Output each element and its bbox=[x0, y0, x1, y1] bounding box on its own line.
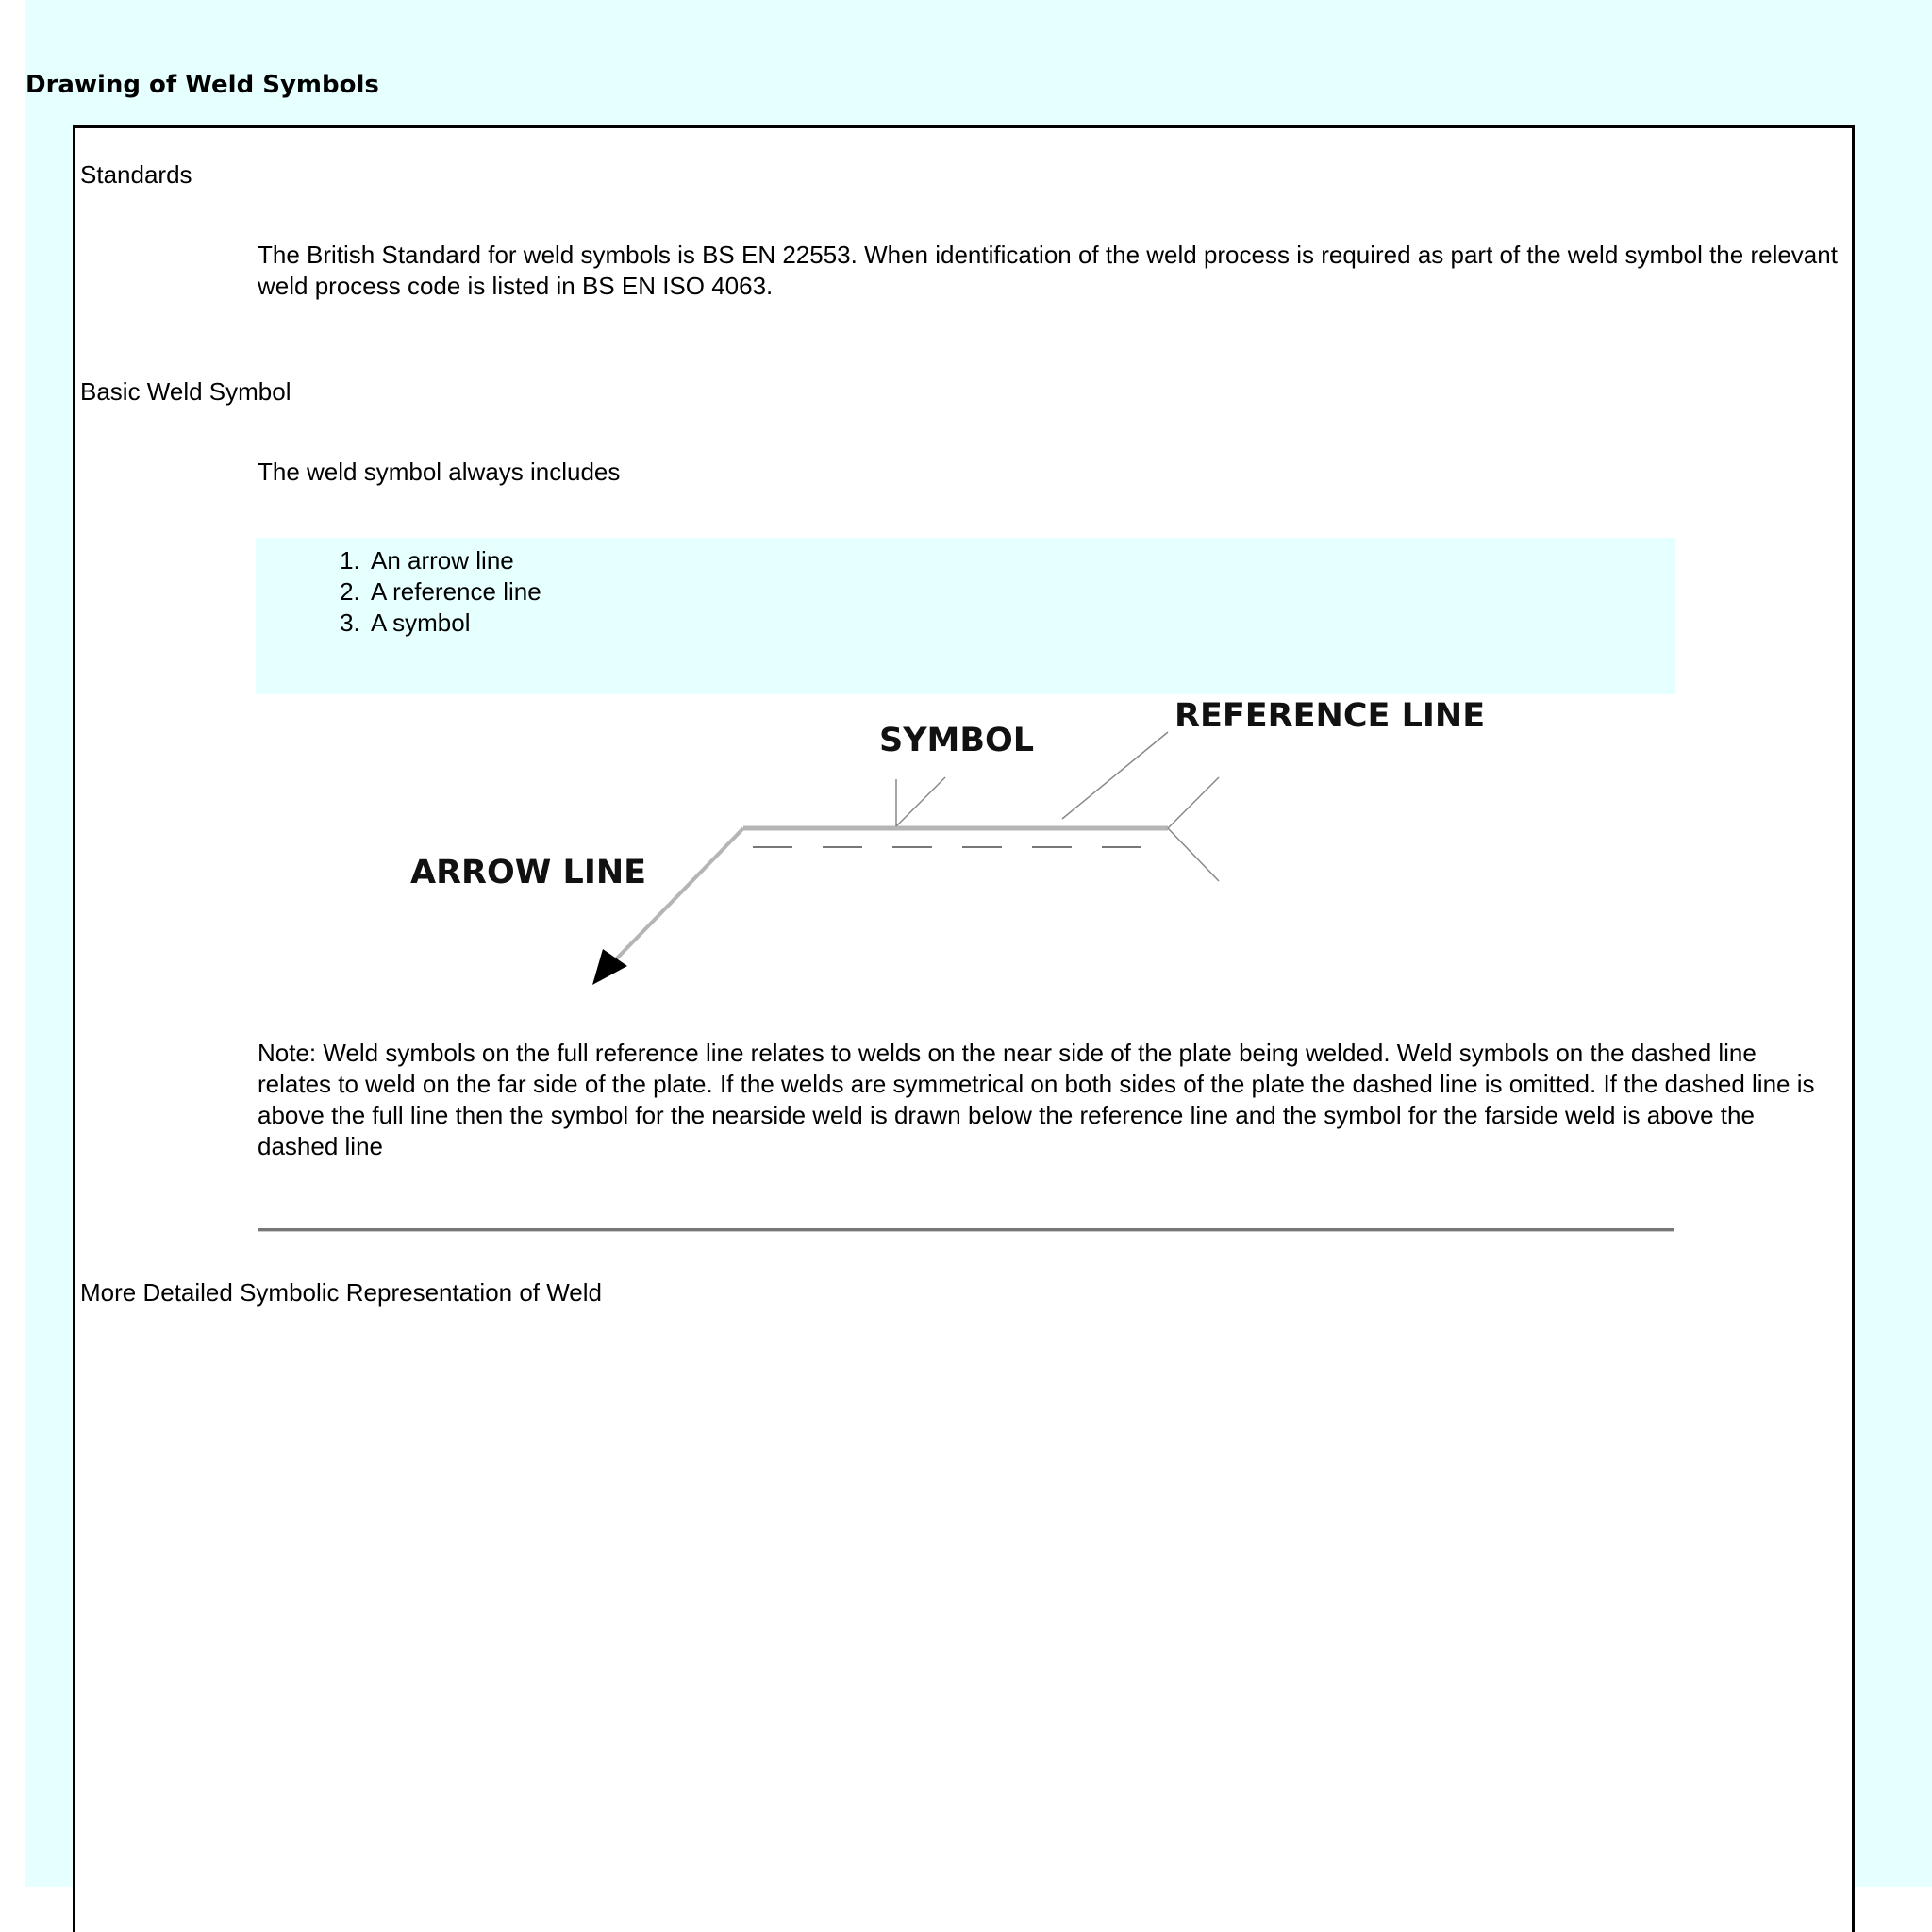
list-item-arrow-line: 1. An arrow line bbox=[367, 545, 1675, 576]
tail-upper-line bbox=[1168, 777, 1219, 828]
components-ordered-list bbox=[256, 545, 1675, 639]
content-panel bbox=[73, 125, 1855, 1932]
weld-symbol-components-list bbox=[256, 538, 1675, 694]
label-symbol: SYMBOL bbox=[879, 722, 1035, 759]
section-heading-basic-weld-symbol: Basic Weld Symbol bbox=[80, 377, 291, 406]
list-item-symbol: 3. A symbol bbox=[367, 608, 1675, 639]
reference-line-leader bbox=[1062, 732, 1168, 819]
weld-symbol-note: Note: Weld symbols on the full reference line relates to welds on the near side of the plate being welded. Weld symbols on the dashed line relates to weld on the far side of the plate. If the welds are symmetrical on both sides of the plate the dashed line is omitted. If the dashed line is above the full line then the symbol for the nearside weld is drawn below the reference line and the symbol for the farside weld is above the dashed line bbox=[258, 1039, 1815, 1160]
symbol-leader-diagonal bbox=[896, 777, 945, 826]
tail-lower-line bbox=[1168, 828, 1219, 881]
basic-weld-symbol-diagram bbox=[396, 689, 1486, 1000]
horizontal-rule bbox=[258, 1228, 1674, 1232]
list-item-reference-line: 2. A reference line bbox=[367, 576, 1675, 608]
section-heading-standards: Standards bbox=[80, 160, 192, 189]
page-title: Drawing of Weld Symbols bbox=[25, 71, 379, 99]
standards-paragraph: The British Standard for weld symbols is BS EN 22553. When identification of the weld process is required as part of the weld symbol the relevant weld process code is listed in BS EN ISO 4063. bbox=[258, 241, 1838, 300]
weld-symbol-intro: The weld symbol always includes bbox=[258, 458, 621, 486]
label-arrow-line: ARROW LINE bbox=[410, 854, 647, 891]
arrow-line bbox=[609, 828, 743, 966]
label-reference-line: REFERENCE LINE bbox=[1174, 697, 1486, 735]
section-heading-detailed-representation: More Detailed Symbolic Representation of Weld bbox=[80, 1278, 603, 1307]
